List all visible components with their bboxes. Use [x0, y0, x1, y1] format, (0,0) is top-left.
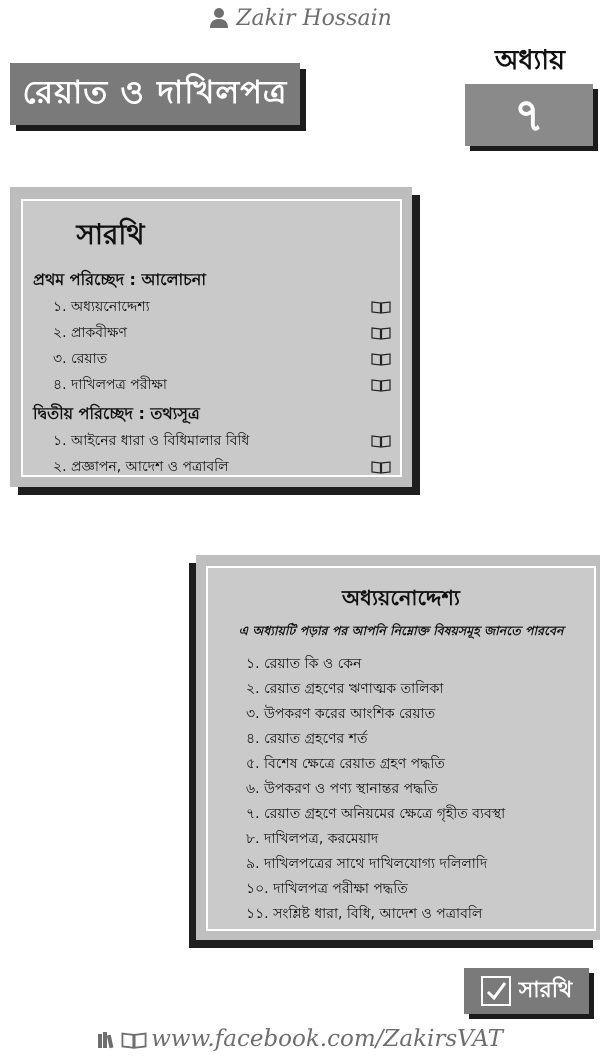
chapter-title: রেয়াত ও দাখিলপত্র: [22, 73, 288, 111]
user-icon: [208, 6, 230, 28]
sarothi-button[interactable]: [464, 968, 589, 1014]
objective-item: ৬. উপকরণ ও পণ্য স্থানান্তর পদ্ধতি: [246, 781, 438, 797]
objective-item: ৭. রেয়াত গ্রহণে অনিয়মের ক্ষেত্রে গৃহীত ব্যবস্থা: [246, 806, 506, 822]
toc-item-label: ১. অধ্যয়নোদ্দেশ্য: [53, 299, 150, 315]
summary-panel-inner: [21, 199, 402, 477]
objective-item: ৮. দাখিলপত্র, করমেয়াদ: [246, 831, 379, 847]
objectives-title: অধ্যয়নোদ্দেশ্য: [342, 586, 460, 610]
sarothi-button-label: সারথি: [518, 977, 573, 1003]
toc-item[interactable]: [53, 321, 391, 345]
toc-item-label: ১. আইনের ধারা ও বিধিমালার বিধি: [53, 433, 250, 449]
toc-item[interactable]: [53, 429, 391, 453]
chapter-number: ৭: [514, 88, 544, 142]
toc-item-label: ৪. দাখিলপত্র পরীক্ষা: [53, 377, 167, 393]
facebook-link[interactable]: [0, 1026, 600, 1052]
checkmark-icon: [481, 976, 511, 1006]
author-name: [0, 6, 600, 31]
toc-item[interactable]: [53, 347, 391, 371]
book-icon: [121, 1031, 147, 1049]
books-icon: [97, 1031, 117, 1049]
book-icon: [371, 300, 391, 314]
objective-item: ১০. দাখিলপত্র পরীক্ষা পদ্ধতি: [246, 881, 408, 897]
objective-item: ১১. সংশ্লিষ্ট ধারা, বিধি, আদেশ ও পত্রাবলি: [246, 906, 483, 922]
author-text: Zakir Hossain: [236, 6, 392, 31]
book-icon: [371, 326, 391, 340]
toc-item-label: ৩. রেয়াত: [53, 351, 108, 367]
objectives-panel-inner: [206, 566, 596, 931]
summary-panel: [10, 187, 412, 487]
toc-item-label: ২. প্রজ্ঞাপন, আদেশ ও পত্রাবলি: [53, 459, 229, 475]
book-icon: [371, 460, 391, 474]
objective-item: ৩. উপকরণ করের আংশিক রেয়াত: [246, 706, 436, 722]
objectives-panel: [196, 555, 600, 940]
toc-item[interactable]: [53, 373, 391, 397]
section-heading-1: প্রথম পরিচ্ছেদ : আলোচনা: [33, 270, 206, 289]
book-icon: [371, 352, 391, 366]
facebook-link-text: www.facebook.com/ZakirsVAT: [151, 1026, 503, 1052]
objective-item: ২. রেয়াত গ্রহণের ঋণাত্মক তালিকা: [246, 681, 444, 697]
toc-item-label: ২. প্রাকবীক্ষণ: [53, 325, 127, 341]
toc-item[interactable]: [53, 295, 391, 319]
toc-item[interactable]: [53, 455, 391, 479]
objective-item: ৪. রেয়াত গ্রহণের শর্ত: [246, 731, 368, 747]
objective-item: ১. রেয়াত কি ও কেন: [246, 656, 362, 672]
objectives-subtitle: এ অধ্যায়টি পড়ার পর আপনি নিম্নোক্ত বিষয়সমূহ জানতে পারবেন: [238, 623, 564, 638]
objective-item: ৫. বিশেষ ক্ষেত্রে রেয়াত গ্রহণ পদ্ধতি: [246, 756, 445, 772]
book-icon: [371, 434, 391, 448]
book-icon: [371, 378, 391, 392]
chapter-number-box: [465, 84, 593, 146]
summary-title: সারথি: [76, 218, 145, 251]
chapter-label: অধ্যায়: [494, 45, 566, 76]
objective-item: ৯. দাখিলপত্রের সাথে দাখিলযোগ্য দলিলাদি: [246, 856, 488, 872]
section-heading-2: দ্বিতীয় পরিচ্ছেদ : তথ্যসূত্র: [33, 404, 200, 423]
chapter-title-banner: [10, 63, 300, 125]
